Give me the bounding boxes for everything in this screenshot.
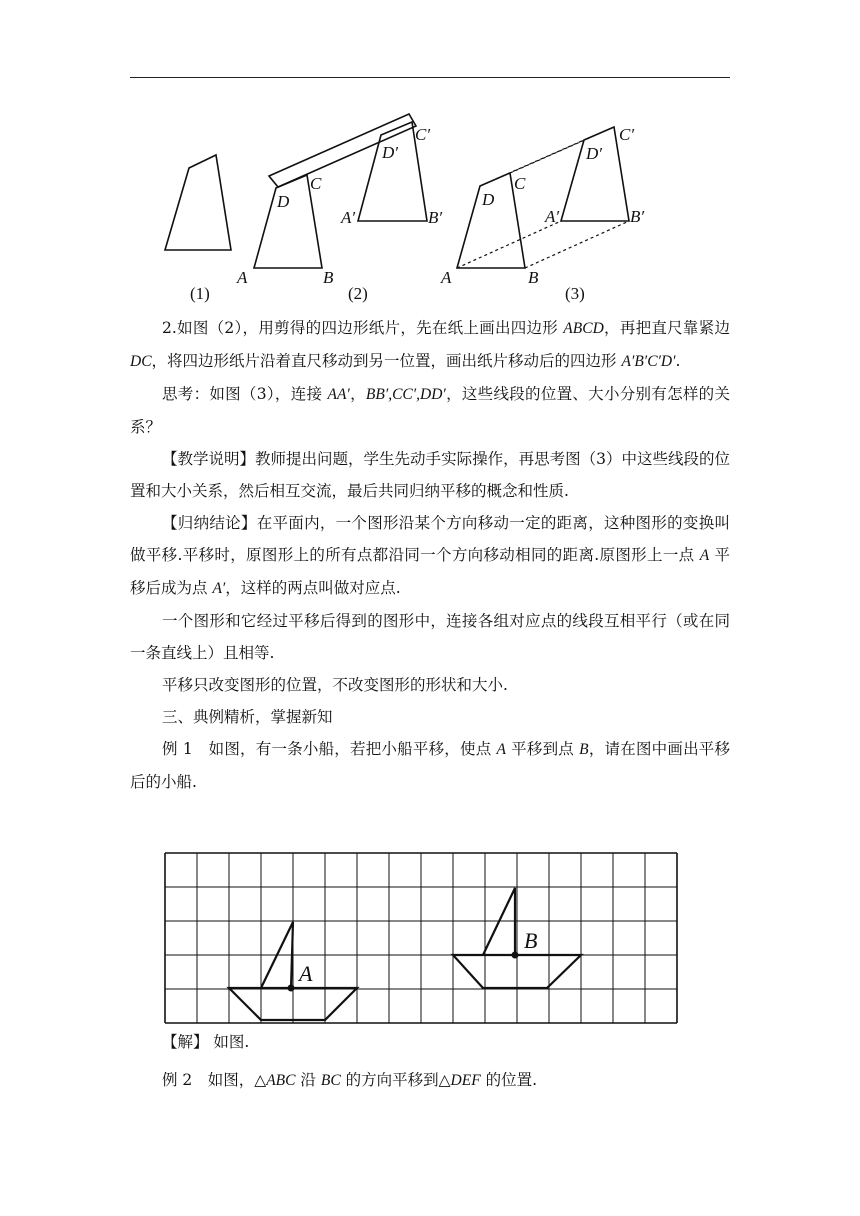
paragraph-conclusion: 【归纳结论】在平面内，一个图形沿某个方向移动一定的距离，这种图形的变换叫做平移.平移时，原图形上的所有点都沿同一个方向移动相同的距离.原图形上一点 A 平移后成为点 A′，这样的两点叫做对应点. <box>130 514 730 597</box>
quadrilateral-1 <box>165 155 231 250</box>
translation-figures <box>0 0 860 310</box>
caption-1: (1) <box>190 284 210 303</box>
paragraph-teaching-note: 【教学说明】教师提出问题，学生先动手实际操作，再思考图（3）中这些线段的位置和大小关系，然后相互交流，最后共同归纳平移的概念和性质. <box>130 450 730 500</box>
label-d-3: D <box>482 190 495 209</box>
paragraph-2: 2.如图（2），用剪得的四边形纸片，先在纸上画出四边形 ABCD，再把直尺靠紧边 DC，将四边形纸片沿着直尺移动到另一位置，画出纸片移动后的四边形 A′B′C′D′. <box>130 319 730 370</box>
label-b1-2: B′ <box>428 208 443 227</box>
solution-line: 【解】 如图. <box>162 1033 250 1051</box>
label-a-3: A <box>441 268 452 287</box>
paragraph-property: 一个图形和它经过平移后得到的图形中，连接各组对应点的线段互相平行（或在同一条直线上）且相等. <box>130 612 730 662</box>
paragraph-think: 思考：如图（3），连接 AA′，BB′,CC′,DD′，这些线段的位置、大小分别有怎样的关系？ <box>130 385 730 436</box>
point-a <box>288 985 295 992</box>
example-2-line: 例 2 如图，△ABC 沿 BC 的方向平移到△DEF 的位置. <box>162 1071 538 1089</box>
paragraph-example-1: 例 1 如图，有一条小船，若把小船平移，使点 A 平移到点 B，请在图中画出平移后的小船. <box>130 740 730 791</box>
label-c-3: C <box>514 174 526 193</box>
segment-aa1 <box>457 221 561 268</box>
label-d1-3: D′ <box>586 144 602 163</box>
segment-bb1 <box>525 221 629 268</box>
label-point-a: A <box>299 961 313 986</box>
label-a1-2: A′ <box>341 208 356 227</box>
section-heading: 三、典例精析，掌握新知 <box>162 708 333 726</box>
boat-grid-figure <box>0 840 860 1040</box>
label-c1-3: C′ <box>619 125 635 144</box>
label-b1-3: B′ <box>630 207 645 226</box>
label-point-b: B <box>524 928 538 953</box>
label-c1-2: C′ <box>415 125 431 144</box>
label-c-2: C <box>310 174 322 193</box>
label-b-2: B <box>323 268 334 287</box>
label-a-2: A <box>237 268 248 287</box>
label-d-2: D <box>277 192 290 211</box>
paragraph-shape: 平移只改变图形的位置，不改变图形的形状和大小. <box>162 676 508 694</box>
caption-2: (2) <box>348 284 368 303</box>
point-b <box>512 952 519 959</box>
body-text <box>130 312 730 798</box>
label-a1-3: A′ <box>545 207 560 226</box>
label-b-3: B <box>528 268 539 287</box>
caption-3: (3) <box>565 284 585 303</box>
label-d1-2: D′ <box>382 143 398 162</box>
